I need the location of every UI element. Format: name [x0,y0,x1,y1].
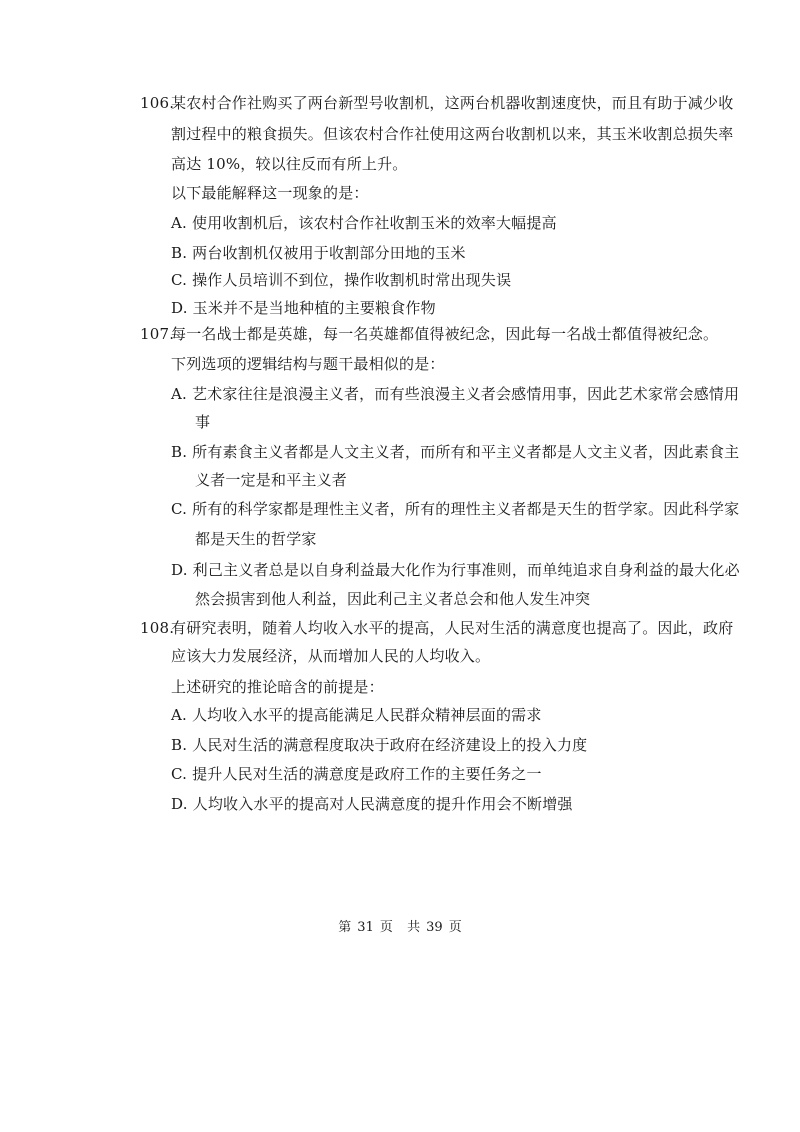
option-d-continued: 然会损害到他人利益，因此利己主义者总会和他人发生冲突 [195,590,591,608]
option-c: C. 操作人员培训不到位，操作收割机时常出现失误 [171,271,512,289]
option-b: B. 人民对生活的满意程度取决于政府在经济建设上的投入力度 [171,736,588,754]
option-a: A. 使用收割机后，该农村合作社收割玉米的效率大幅提高 [171,214,557,232]
question-prompt: 上述研究的推论暗含的前提是： [171,678,384,696]
option-a: A. 人均收入水平的提高能满足人民群众精神层面的需求 [171,706,542,724]
option-d: D. 玉米并不是当地种植的主要粮食作物 [171,299,436,317]
option-d: D. 人均收入水平的提高对人民满意度的提升作用会不断增强 [171,795,573,813]
option-a: A. 艺术家往往是浪漫主义者，而有些浪漫主义者会感情用事，因此艺术家常会感情用 [171,385,740,403]
option-b: B. 所有素食主义者都是人文主义者，而所有和平主义者都是人文主义者，因此素食主 [171,443,740,461]
question-prompt: 以下最能解释这一现象的是： [171,184,369,202]
option-a-continued: 事 [195,413,211,431]
page-label-mid: 页 [379,920,393,935]
page-label-prefix: 第 [338,920,352,935]
question-stem-line: 应该大力发展经济，从而增加人民的人均收入。 [171,647,491,665]
question-stem-line: 每一名战士都是英雄，每一名英雄都值得被纪念，因此每一名战士都值得被纪念。 [171,325,719,343]
option-c: C. 提升人民对生活的满意度是政府工作的主要任务之一 [171,765,542,783]
option-d: D. 利己主义者总是以自身利益最大化作为行事准则，而单纯追求自身利益的最大化必 [171,561,740,579]
question-stem-line: 高达 10%，较以往反而有所上升。 [171,155,408,173]
question-number: 108. [140,619,175,637]
page-label-suffix: 页 [448,920,462,935]
question-stem-line: 割过程中的粮食损失。但该农村合作社使用这两台收割机以来，其玉米收割总损失率 [171,125,734,143]
option-c: C. 所有的科学家都是理性主义者，所有的理性主义者都是天生的哲学家。因此科学家 [171,500,740,518]
page-footer [0,919,800,937]
total-label: 共 [407,920,421,935]
option-b-continued: 义者一定是和平主义者 [195,471,348,489]
question-number: 107. [140,325,175,343]
question-prompt: 下列选项的逻辑结构与题干最相似的是： [171,355,445,373]
option-b: B. 两台收割机仅被用于收割部分田地的玉米 [171,244,466,262]
page-total: 39 [426,920,443,935]
option-c-continued: 都是天生的哲学家 [195,530,317,548]
question-stem-line: 某农村合作社购买了两台新型号收割机，这两台机器收割速度快，而且有助于减少收 [171,94,734,112]
page-current: 31 [357,920,374,935]
question-stem-line: 有研究表明，随着人均收入水平的提高，人民对生活的满意度也提高了。因此，政府 [171,619,734,637]
question-number: 106. [140,94,175,112]
